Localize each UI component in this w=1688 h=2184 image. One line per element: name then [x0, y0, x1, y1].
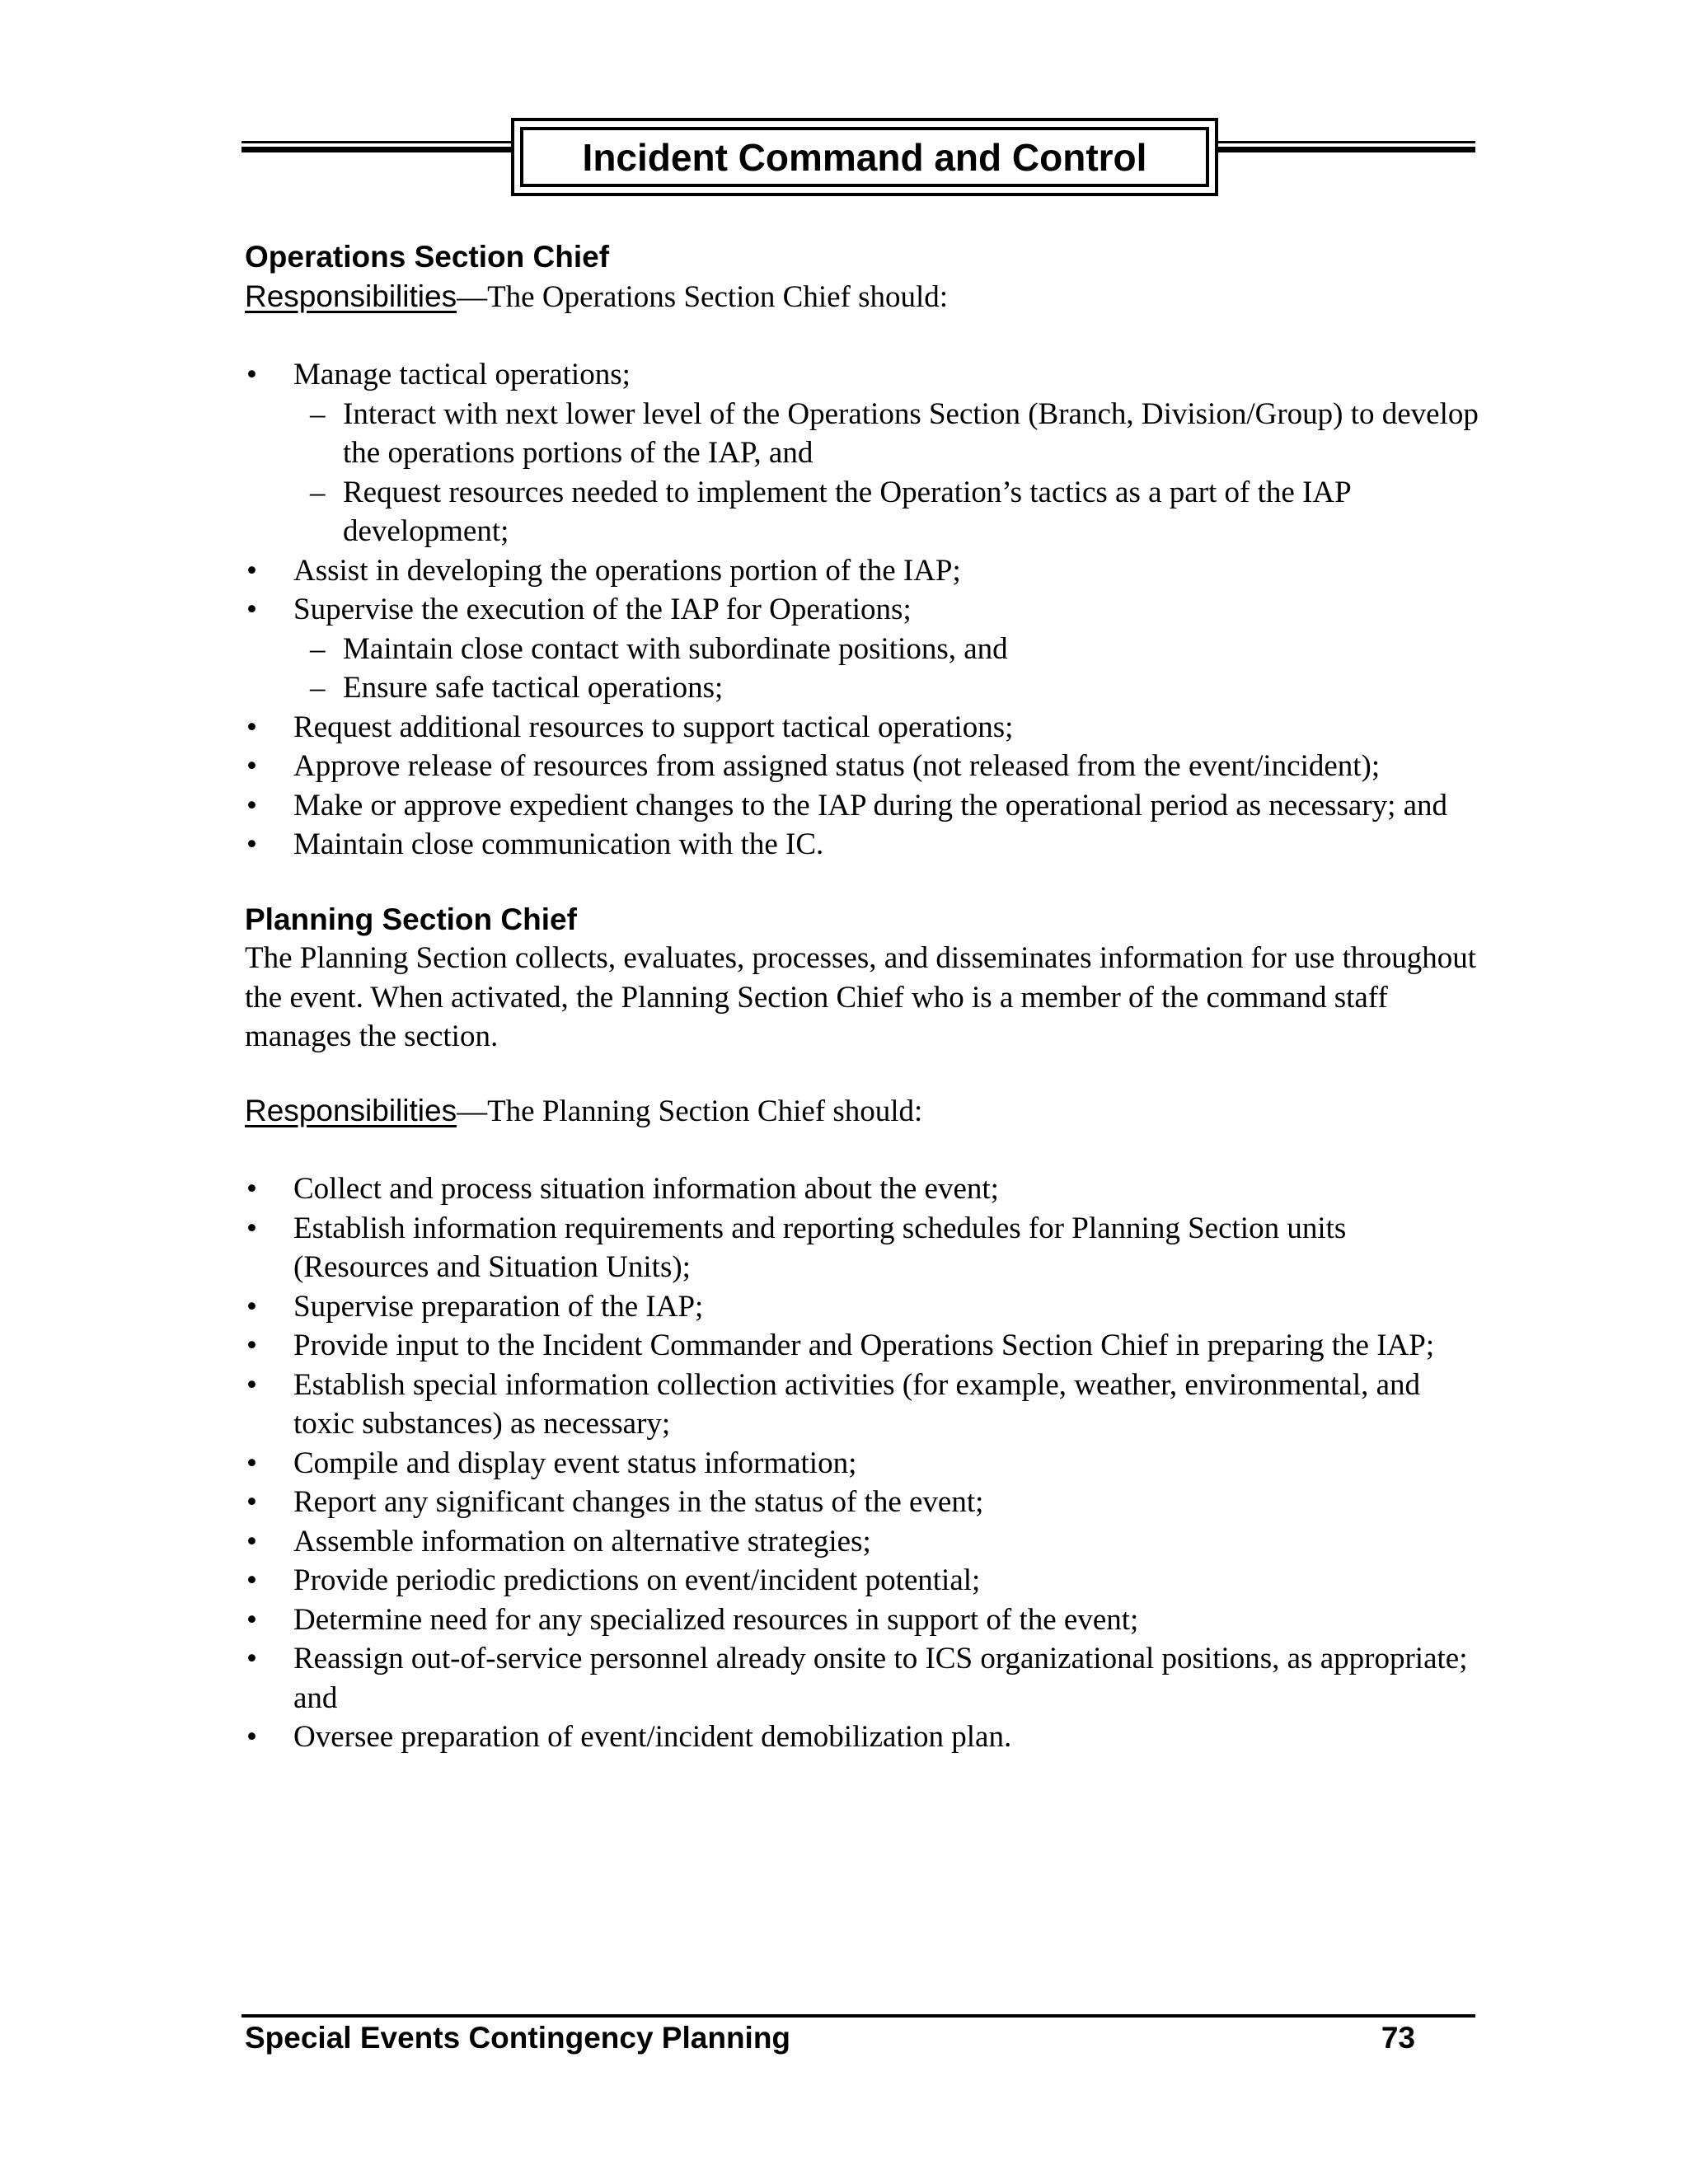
dash-icon: –: [310, 396, 326, 431]
page-number: 73: [1381, 2021, 1415, 2055]
bullet-icon: •: [246, 1602, 257, 1637]
footer-title: Special Events Contingency Planning: [245, 2021, 791, 2055]
bullet-icon: •: [246, 749, 257, 783]
bullet-icon: •: [246, 1563, 257, 1597]
bullet-icon: •: [246, 1485, 257, 1519]
list-item: • Supervise preparation of the IAP;: [245, 1287, 1481, 1327]
list-item: • Collect and process situation information about the event;: [245, 1169, 1481, 1209]
body-content: [245, 237, 1481, 1757]
list-item: • Assemble information on alternative strategies;: [245, 1522, 1481, 1562]
page-title: Incident Command and Control: [520, 127, 1209, 187]
planning-intro: The Planning Section collects, evaluates, processes, and disseminates information for use throughout the event. When activated, the Planning Section Chief who is a member of the command staff manages the section.: [245, 941, 1477, 1053]
sub-list-item: – Ensure safe tactical operations;: [293, 668, 1481, 708]
header-title-box: [511, 118, 1218, 196]
planning-heading: Planning Section Chief: [245, 902, 577, 936]
operations-bullet-list: [245, 355, 1481, 865]
bullet-icon: •: [246, 1720, 257, 1754]
planning-responsibilities-line: [245, 1091, 1481, 1132]
operations-sub-list: [293, 630, 1481, 708]
sub-list-item: – Request resources needed to implement the Operation’s tactics as a part of the IAP development;: [293, 473, 1481, 551]
bullet-icon: •: [246, 1524, 257, 1558]
bullet-icon: •: [246, 1211, 257, 1245]
dash-icon: –: [310, 671, 326, 705]
planning-responsibilities-text: —The Planning Section Chief should:: [457, 1094, 923, 1128]
dash-icon: –: [310, 631, 326, 666]
planning-responsibilities-label: Responsibilities: [245, 1093, 457, 1127]
planning-bullet-list: [245, 1169, 1481, 1757]
bullet-icon: •: [246, 553, 257, 588]
page-footer: [245, 2018, 1415, 2059]
list-item: • Oversee preparation of event/incident demobilization plan.: [245, 1718, 1481, 1757]
list-item: • Manage tactical operations; – Interact with next lower level of the Operations Section (Branch, Division/Group) to develop the operations portions of the IAP, and – Request resources needed to implement the Operation’s tactics as a part of the IAP development;: [245, 355, 1481, 551]
bullet-icon: •: [246, 1289, 257, 1324]
operations-responsibilities-line: [245, 277, 1481, 317]
list-item: • Reassign out-of-service personnel already onsite to ICS organizational positions, as appropriate; and: [245, 1639, 1481, 1718]
bullet-icon: •: [246, 788, 257, 823]
bullet-icon: •: [246, 1446, 257, 1480]
operations-responsibilities-label: Responsibilities: [245, 279, 457, 313]
dash-icon: –: [310, 475, 326, 509]
list-item: • Provide periodic predictions on event/incident potential;: [245, 1561, 1481, 1601]
bullet-icon: •: [246, 827, 257, 861]
list-item: • Determine need for any specialized resources in support of the event;: [245, 1601, 1481, 1640]
bullet-icon: •: [246, 1367, 257, 1402]
bullet-icon: •: [246, 1172, 257, 1206]
operations-sub-list: [293, 395, 1481, 551]
sub-list-item: – Maintain close contact with subordinate positions, and: [293, 630, 1481, 669]
bullet-icon: •: [246, 358, 257, 391]
bullet-icon: •: [246, 710, 257, 744]
list-item: • Report any significant changes in the status of the event;: [245, 1483, 1481, 1522]
list-item: • Provide input to the Incident Commander and Operations Section Chief in preparing the IAP;: [245, 1326, 1481, 1366]
list-item: • Supervise the execution of the IAP for Operations; – Maintain close contact with subordinate positions, and – Ensure safe tactical operations;: [245, 590, 1481, 708]
list-item: • Approve release of resources from assigned status (not released from the event/incident);: [245, 747, 1481, 786]
bullet-icon: •: [246, 1642, 257, 1675]
bullet-icon: •: [246, 1329, 257, 1362]
list-item: • Establish special information collection activities (for example, weather, environmental, and toxic substances) as necessary;: [245, 1366, 1481, 1444]
operations-responsibilities-text: —The Operations Section Chief should:: [457, 279, 949, 314]
operations-heading: Operations Section Chief: [245, 240, 610, 274]
list-item: • Make or approve expedient changes to the IAP during the operational period as necessary; and: [245, 786, 1481, 826]
header-rule-right: [1218, 138, 1475, 155]
list-item: • Maintain close communication with the IC.: [245, 825, 1481, 865]
sub-list-item: – Interact with next lower level of the Operations Section (Branch, Division/Group) to develop the operations portions of the IAP, and: [293, 395, 1481, 473]
bullet-icon: •: [246, 593, 257, 626]
list-item: • Request additional resources to support tactical operations;: [245, 708, 1481, 748]
list-item: • Compile and display event status information;: [245, 1444, 1481, 1483]
header-rule-left: [241, 138, 511, 155]
list-item: • Establish information requirements and reporting schedules for Planning Section units (Resources and Situation Units);: [245, 1209, 1481, 1287]
list-item: • Assist in developing the operations portion of the IAP;: [245, 551, 1481, 591]
